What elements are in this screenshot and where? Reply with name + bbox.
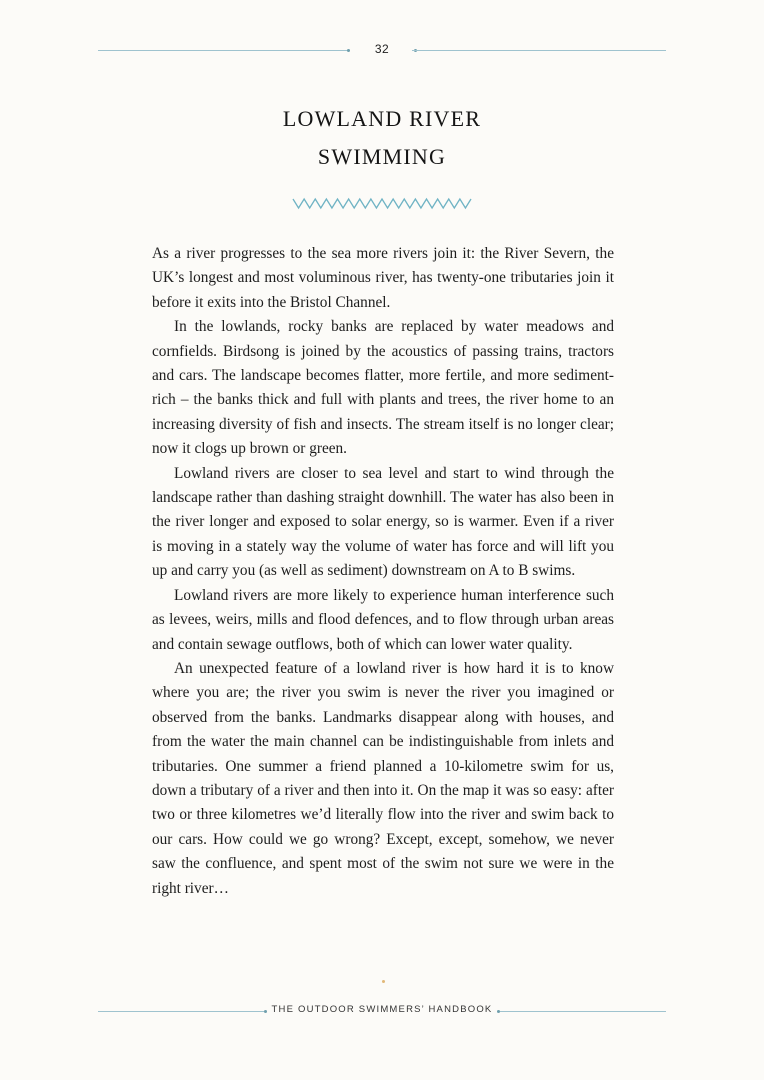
chapter-title (180, 100, 584, 176)
header-rule-left (98, 50, 348, 51)
footer-rule-dot-left (264, 1010, 267, 1013)
footer-rule-left (98, 1011, 264, 1012)
header-rule-dot-left (347, 49, 350, 52)
paragraph: An unexpected feature of a lowland river is how hard it is to know where you are; the river you swim is never the river you imagined or observed from the banks. Landmarks disappear along with houses, and from the water the main channel can be indistinguishable from inlets and tributaries. One summer a friend planned a 10-kilometre swim for us, down a tributary of a river and then into it. On the map it was so easy: after two or three kilometres we’d literally flow into the river and swim back to our cars. How could we go wrong? Except, except, somehow, we never saw the confluence, and spent most of the swim not sure we were in the right river… (152, 659, 614, 897)
chapter-title-line-2: SWIMMING (317, 144, 447, 169)
footer-rule-right (500, 1011, 666, 1012)
running-footer-title: THE OUTDOOR SWIMMERS’ HANDBOOK (271, 1004, 493, 1015)
page-number: 32 (374, 42, 390, 56)
decorative-dot (382, 980, 385, 983)
paragraph: Lowland rivers are closer to sea level and start to wind through the landscape rather than dashing straight downhill. The water has also been in the river longer and exposed to solar energy, so is warmer. Even if a river is moving in a stately way the volume of water has force and will lift you up and carry you (as well as sediment) downstream on A to B swims. (152, 464, 614, 580)
paragraph: Lowland rivers are more likely to experience human interference such as levees, weirs, mills and flood defences, and to flow through urban areas and contain sewage outflows, both of which can lower water quality. (152, 586, 614, 653)
body-text (152, 242, 614, 901)
paragraph: As a river progresses to the sea more rivers join it: the River Severn, the UK’s longest and most voluminous river, has twenty-one tributaries join it before it exits into the Bristol Channel. (152, 245, 614, 311)
header-rule-right (412, 50, 666, 51)
zigzag-ornament-icon (292, 197, 472, 211)
chapter-title-line-1: LOWLAND RIVER (282, 106, 482, 131)
paragraph: In the lowlands, rocky banks are replaced by water meadows and cornfields. Birdsong is joined by the acoustics of passing trains, tractors and cars. The landscape becomes flatter, more fertile, and more sediment-rich – the banks thick and full with plants and trees, the river home to an increasing diversity of fish and insects. The stream itself is no longer clear; now it clogs up brown or green. (152, 318, 614, 458)
